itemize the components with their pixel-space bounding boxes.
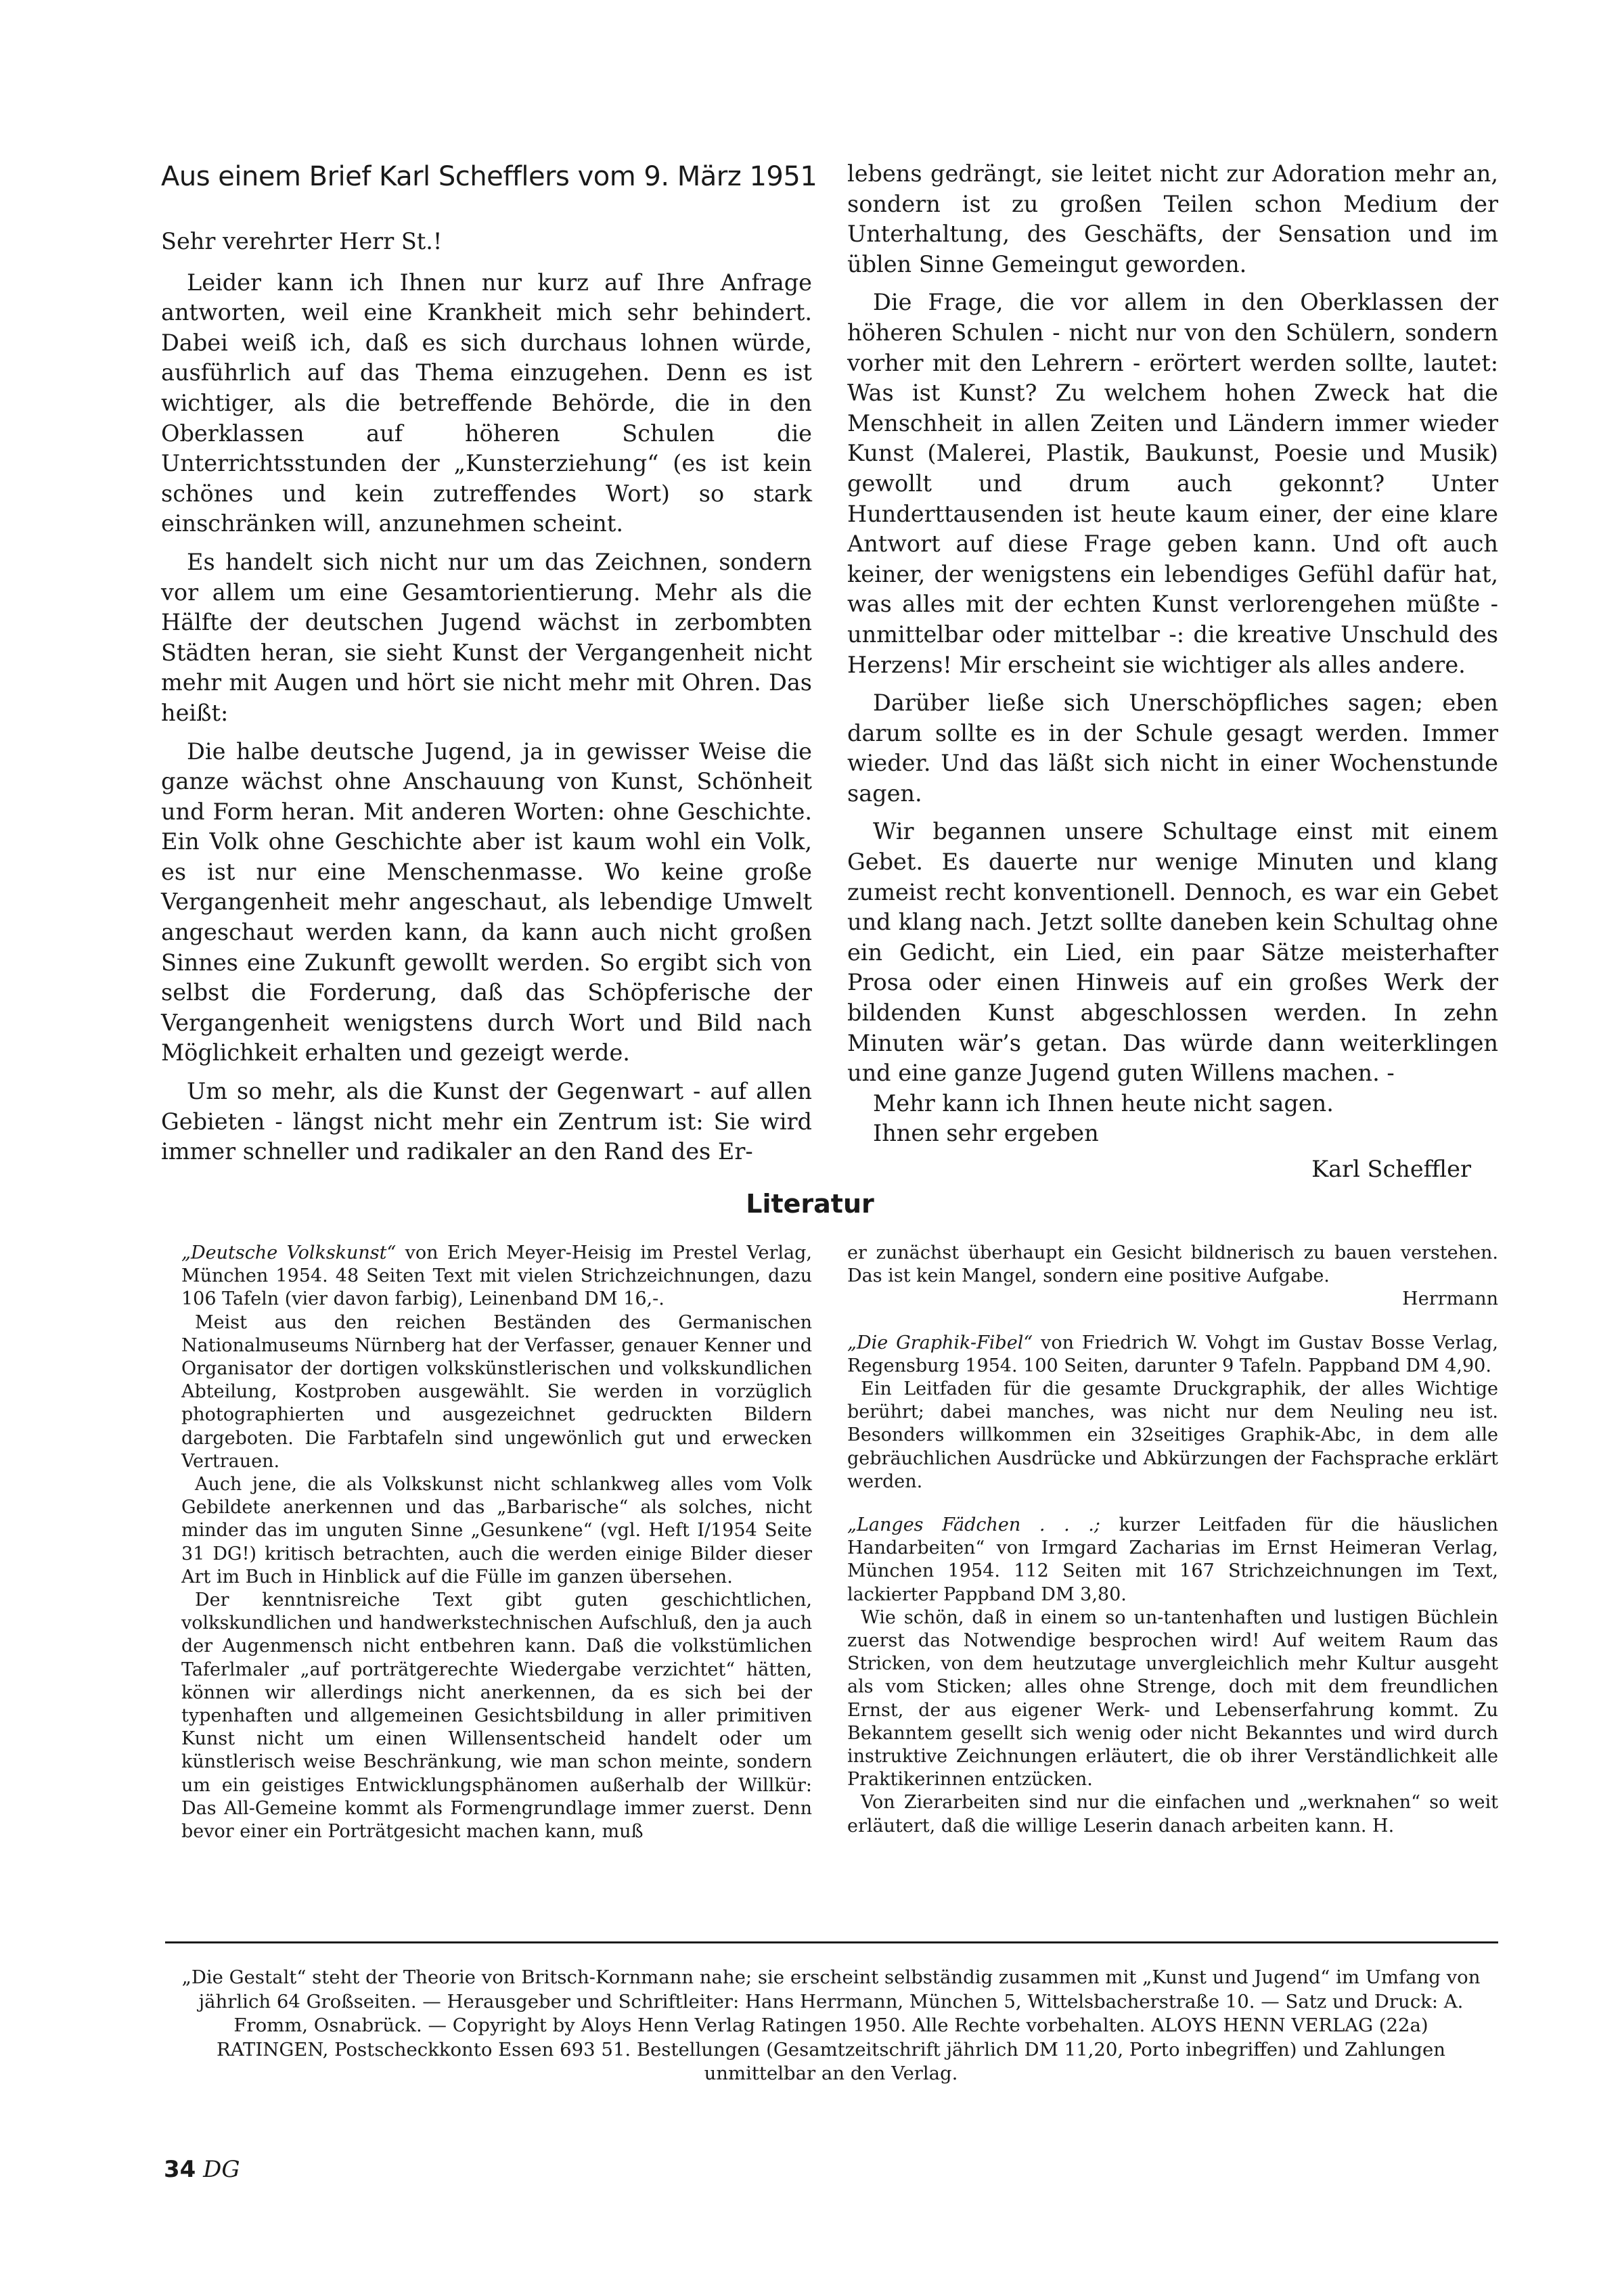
letter-paragraph: Um so mehr, als die Kunst der Gegenwart - auf allen Gebieten - längst nicht mehr ein Zentrum ist: Sie wird immer schneller und radikaler an den Rand des Er-	[161, 1078, 812, 1165]
review-citation-text: kurzer Leitfaden für die häuslichen Handarbeiten“ von Irmgard Zacharias im Ernst Heimeran Verlag, München 1954. 112 Seiten mit 167 Strichzeichnungen im Text, lackierter Pappband DM 3,80.	[847, 1514, 1498, 1605]
literatur-heading: Literatur	[746, 1189, 874, 1219]
review-book-title: „Deutsche Volkskunst“	[181, 1242, 397, 1263]
review-paragraph: Auch jene, die als Volkskunst nicht schlankweg alles vom Volk Gebildete anerkennen und das „Barbarische“ als solches, nicht minder das im unguten Sinne „Gesunkene“ (vgl. Heft I/1954 Seite 31 DG!) kritisch betrachten, auch die werden einige Bilder dieser Art im Buch in Hinblick auf die Fülle im ganzen übersehen.	[181, 1474, 812, 1588]
review-citation-text: von Friedrich W. Vohgt im Gustav Bosse Verlag, Regensburg 1954. 100 Seiten, darunter 9 Tafeln. Pappband DM 4,90.	[847, 1332, 1498, 1376]
letter-signature: Karl Scheffler	[1311, 1156, 1471, 1182]
review-citation	[181, 1242, 812, 1311]
review-paragraph: Der kenntnisreiche Text gibt guten geschichtlichen, volkskundlichen und handwerkstechnischen Aufschluß, den ja auch der Augenmensch nicht entbehren kann. Daß die volkstümlichen Taferlmaler „auf porträtgerechte Wiedergabe verzichtet“ hätten, können wir allerdings nicht anerkennen, da es sich bei der typenhaften und allgemeinen Gesichtsbildung in aller primitiven Kunst nicht um einen Willensentscheid handelt oder um künstlerisch weise Beschränkung, wie man schon meinte, sondern um ein geistiges Entwicklungsphänomen außerhalb der Willkür: Das All-Gemeine kommt als Formengrundlage immer zuerst. Denn bevor einer ein Porträtgesicht machen kann, muß	[181, 1590, 812, 1843]
letter-paragraph: Es handelt sich nicht nur um das Zeichnen, sondern vor allem um eine Gesamtorientierung. Mehr als die Hälfte der deutschen Jugend wächst in zerbombten Städten heran, sie sieht Kunst der Vergangenheit nicht mehr mit Augen und hört sie nicht mehr mit Ohren. Das heißt:	[161, 548, 812, 726]
literatur-right-column	[847, 1242, 1498, 1838]
letter-closing-greeting: Ihnen sehr ergeben	[873, 1120, 1099, 1147]
review-paragraph-continuation: er zunächst überhaupt ein Gesicht bildnerisch zu bauen verstehen. Das ist kein Mangel, sondern eine positive Aufgabe.	[847, 1242, 1498, 1287]
letter-paragraph: Die halbe deutsche Jugend, ja in gewisser Weise die ganze wächst ohne Anschauung von Kunst, Schönheit und Form heran. Mit anderen Worten: ohne Geschichte. Ein Volk ohne Geschichte aber ist kaum wohl ein Volk, es ist nur eine Menschenmasse. Wo keine große Vergangenheit mehr angeschaut, als lebendige Umwelt angeschaut werden kann, da kann auch nicht großen Sinnes eine Zukunft gewollt werden. So ergibt sich von selbst die Forderung, daß das Schöpferische der Vergangenheit wenigstens durch Wort und Bild nach Möglichkeit erhalten und gezeigt werde.	[161, 738, 812, 1066]
review-paragraph: Ein Leitfaden für die gesamte Druckgraphik, der alles Wichtige berührt; dabei manches, was nicht nur dem Neuling neu ist. Besonders willkommen ein 32seitiges Graphik-Abc, in dem alle gebräuchlichen Ausdrücke und Abkürzungen der Fachsprache erklärt werden.	[847, 1378, 1498, 1492]
review-citation	[847, 1332, 1498, 1378]
letter-salutation: Sehr verehrter Herr St.!	[161, 228, 443, 254]
letter-right-column	[847, 159, 1498, 1185]
review-author: Herrmann	[1402, 1288, 1498, 1310]
review-paragraph: Meist aus den reichen Beständen des Germanischen Nationalmuseums Nürnberg hat der Verfasser, genauer Kenner und Organisator der dortigen volkskünstlerischen und volkskundlichen Abteilung, Kostproben ausgewählt. Sie werden in vorzüglich photographierten und ausgezeichnet gedruckten Bildern dargeboten. Die Farbtafeln sind ungewönlich gut und erwecken Vertrauen.	[181, 1311, 812, 1472]
letter-title: Aus einem Brief Karl Schefflers vom 9. März 1951	[161, 161, 817, 192]
literatur-left-column	[181, 1242, 812, 1843]
review-book-title: „Die Graphik-Fibel“	[847, 1332, 1033, 1353]
letter-paragraph: Darüber ließe sich Unerschöpfliches sagen; eben darum sollte es in der Schule gesagt werden. Immer wieder. Und das läßt sich nicht in einer Wochenstunde sagen.	[847, 690, 1498, 807]
review-paragraph: Von Zierarbeiten sind nur die einfachen und „werknahen“ so weit erläutert, daß die willige Leserin danach arbeiten kann. H.	[847, 1792, 1498, 1837]
horizontal-rule	[165, 1941, 1498, 1943]
letter-paragraph: Die Frage, die vor allem in den Oberklassen der höheren Schulen - nicht nur von den Schülern, sondern vorher mit den Lehrern - erörtert werden sollte, lautet: Was ist Kunst? Zu welchem hohen Zweck hat die Menschheit in allen Zeiten und Ländern immer wieder Kunst (Malerei, Plastik, Baukunst, Poesie und Musik) gewollt und drum auch gekonnt? Unter Hunderttausenden ist heute kaum einer, der eine klare Antwort auf diese Frage geben kann. Und oft auch keiner, der wenigstens ein lebendiges Gefühl dafür hat, was alles mit der echten Kunst verlorengehen müßte - unmittelbar oder mittelbar -: die kreative Unschuld des Herzens! Mir erscheint sie wichtiger als alles andere.	[847, 289, 1498, 678]
journal-abbreviation: DG	[203, 2156, 240, 2183]
review-book-title: „Langes Fädchen . . .;	[847, 1514, 1100, 1536]
letter-paragraph: Wir begannen unsere Schultage einst mit einem Gebet. Es dauerte nur wenige Minuten und klang zumeist recht konventionell. Dennoch, es war ein Gebet und klang nach. Jetzt sollte daneben kein Schultag ohne ein Gedicht, ein Lied, ein paar Sätze meisterhafter Prosa oder einen Hinweis auf ein großes Werk der bildenden Kunst abgeschlossen werden. In zehn Minuten wär’s getan. Das würde dann weiterklingen und eine ganze Jugend guten Willens machen. -	[847, 818, 1498, 1087]
page-folio	[164, 2155, 240, 2184]
page-number: 34	[164, 2156, 196, 2183]
review-paragraph: Wie schön, daß in einem so un-tantenhaften und lustigen Büchlein zuerst das Notwendige besprochen wird! Auf weitem Raum das Stricken, von dem heutzutage unvergleichlich mehr Kultur ausgeht als vom Sticken; alles ohne Strenge, doch mit dem freundlichen Ernst, der aus eigener Werk- und Lebenserfahrung kommt. Zu Bekanntem gesellt sich wenig oder nicht Bekanntes und wird durch instruktive Zeichnungen erläutert, die ob ihrer Verständlichkeit alle Praktikerinnen entzücken.	[847, 1606, 1498, 1791]
review-citation	[847, 1514, 1498, 1606]
letter-paragraph-continuation: lebens gedrängt, sie leitet nicht zur Adoration mehr an, sondern ist zu großen Teilen schon Medium der Unterhaltung, des Geschäfts, der Sensation und im üblen Sinne Gemeingut geworden.	[847, 160, 1498, 277]
letter-closing-line: Mehr kann ich Ihnen heute nicht sagen.	[873, 1089, 1334, 1117]
letter-left-column	[161, 159, 817, 1167]
imprint-text: „Die Gestalt“ steht der Theorie von Britsch-Kornmann nahe; sie erscheint selbständig zusammen mit „Kunst und Jugend“ im Umfang von jährlich 64 Großseiten. — Herausgeber und Schriftleiter: Hans Herrmann, München 5, Wittelsbacherstraße 10. — Satz und Druck: A. Fromm, Osnabrück. — Copyright by Aloys Henn Verlag Ratingen 1950. Alle Rechte vorbehalten. ALOYS HENN VERLAG (22a) RATINGEN, Postscheckkonto Essen 693 51. Bestellungen (Gesamtzeitschrift jährlich DM 11,20, Porto inbegriffen) und Zahlungen unmittelbar an den Verlag.	[181, 1966, 1481, 2084]
review-citation-text: von Erich Meyer-Heisig im Prestel Verlag, München 1954. 48 Seiten Text mit vielen Strichzeichnungen, dazu 106 Tafeln (vier davon farbig), Leinenband DM 16,-.	[181, 1242, 812, 1310]
letter-paragraph: Leider kann ich Ihnen nur kurz auf Ihre Anfrage antworten, weil eine Krankheit mich sehr behindert. Dabei weiß ich, daß es sich durchaus lohnen würde, ausführlich auf das Thema einzugehen. Denn es ist wichtiger, als die betreffende Behörde, die in den Oberklassen auf höheren Schulen die Unterrichtsstunden der „Kunsterziehung“ (es ist kein schönes und kein zutreffendes Wort) so stark einschränken will, anzunehmen scheint.	[161, 269, 812, 537]
